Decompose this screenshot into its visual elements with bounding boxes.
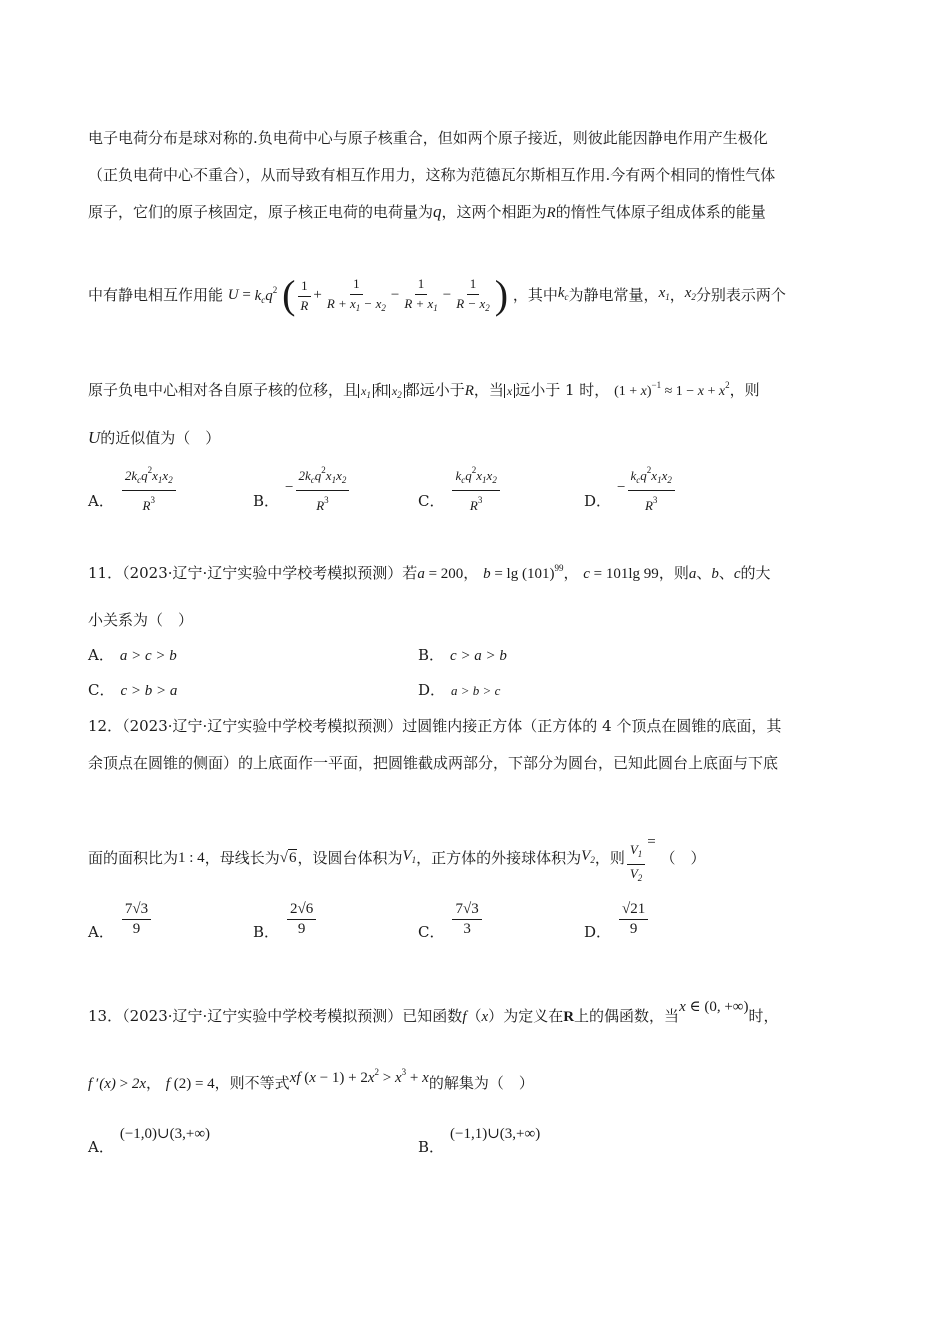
q12-option-c[interactable]: C． $\frac{7√3}{3}$ xyxy=(418,900,484,942)
q11-option-b[interactable]: B． c > a > b xyxy=(418,646,507,664)
q11-option-a[interactable]: A． a > c > b xyxy=(88,646,177,664)
q11-option-c[interactable]: C． c > b > a xyxy=(88,681,178,699)
q12-line-1: 12．（2023·辽宁·辽宁实验中学校考模拟预测）过圆锥内接正方体（正方体的 4 个顶点在圆锥的底面，其 xyxy=(88,717,782,735)
q10-option-b[interactable]: B．− $\frac{2k_cq^2x_1x_2}{R^3}$ xyxy=(253,461,351,514)
energy-formula: U xyxy=(227,287,239,303)
q10-line-5: 原子负电中心相对各自原子核的位移，且 $x_1$ 和 $x_2$ 都远小于R，当 x 远小于 1 时， $(1 + x)^{-1} \approx 1 - x + x^2$，则 xyxy=(88,380,760,400)
q12-line-3: 面的面积比为1 : 4，母线长为√6，设圆台体积为$V_1$，正方体的外接球体积为$V_2$，则 $\frac{V_1}{V_2}$ = （ ） xyxy=(88,834,706,883)
q10-line-6: U的近似值为（ ） xyxy=(88,428,221,447)
q10-line-3: 原子，它们的原子核固定，原子核正电荷的电荷量为q，这两个相距为R的惰性气体原子组成体系的能量 xyxy=(88,202,766,221)
q13-line-1: 13．（2023·辽宁·辽宁实验中学校考模拟预测）已知函数f（x）为定义在R上的偶函数，当x ∈ (0, +∞)时， xyxy=(88,999,779,1025)
q11-line-1: 11．（2023·辽宁·辽宁实验中学校考模拟预测）若a = 200， $b = \lg (101)^{99}$， c = 101lg 99，则a、b、c的大 xyxy=(88,563,771,582)
q10-option-d[interactable]: D．− $\frac{k_cq^2x_1x_2}{R^3}$ xyxy=(584,461,677,514)
q10-option-c[interactable]: C． $\frac{k_cq^2x_1x_2}{R^3}$ xyxy=(418,461,502,514)
q13-option-b[interactable]: B．(−1,1)∪(3,+∞) xyxy=(418,1126,541,1156)
q11-option-d[interactable]: D． a > b > c xyxy=(418,681,501,699)
q12-option-d[interactable]: D． $\frac{√21}{9}$ xyxy=(584,900,650,942)
q10-line-4: 中有静电相互作用能 $U = k_cq^2$ ( $\frac{1}{R}$ + $\frac{1}{R + x_1 - x_2}$ − $\frac{1}{R + x_1}$ − $\frac{1}{R - x_2}$ ) ，其中$k_c$为静电常量，$x_1$，$x_2$分别表示两个 xyxy=(88,272,786,317)
q12-option-a[interactable]: A． $\frac{7√3}{9}$ xyxy=(88,900,153,942)
q12-option-b[interactable]: B． $\frac{2√6}{9}$ xyxy=(253,900,318,942)
q10-option-a[interactable]: A． $\frac{2k_cq^2x_1x_2}{R^3}$ xyxy=(88,461,178,514)
q10-line-2: （正负电荷中心不重合），从而导致有相互作用力，这称为范德瓦尔斯相互作用.今有两个相同的惰性气体 xyxy=(88,166,776,184)
q13-line-2: f ′(x) > 2x， f (2) = 4，则不等式xf $(x - 1) + 2x^2 > x^3 + x$的解集为（ ） xyxy=(88,1067,534,1092)
q12-line-2: 余顶点在圆锥的侧面）的上底面作一平面，把圆锥截成两部分，下部分为圆台，已知此圆台上底面与下底 xyxy=(88,754,779,772)
q13-option-a[interactable]: A．(−1,0)∪(3,+∞) xyxy=(88,1126,211,1156)
q10-line-1: 电子电荷分布是球对称的.负电荷中心与原子核重合，但如两个原子接近，则彼此能因静电作用产生极化 xyxy=(88,129,768,147)
q11-line-2: 小关系为（ ） xyxy=(88,611,194,629)
